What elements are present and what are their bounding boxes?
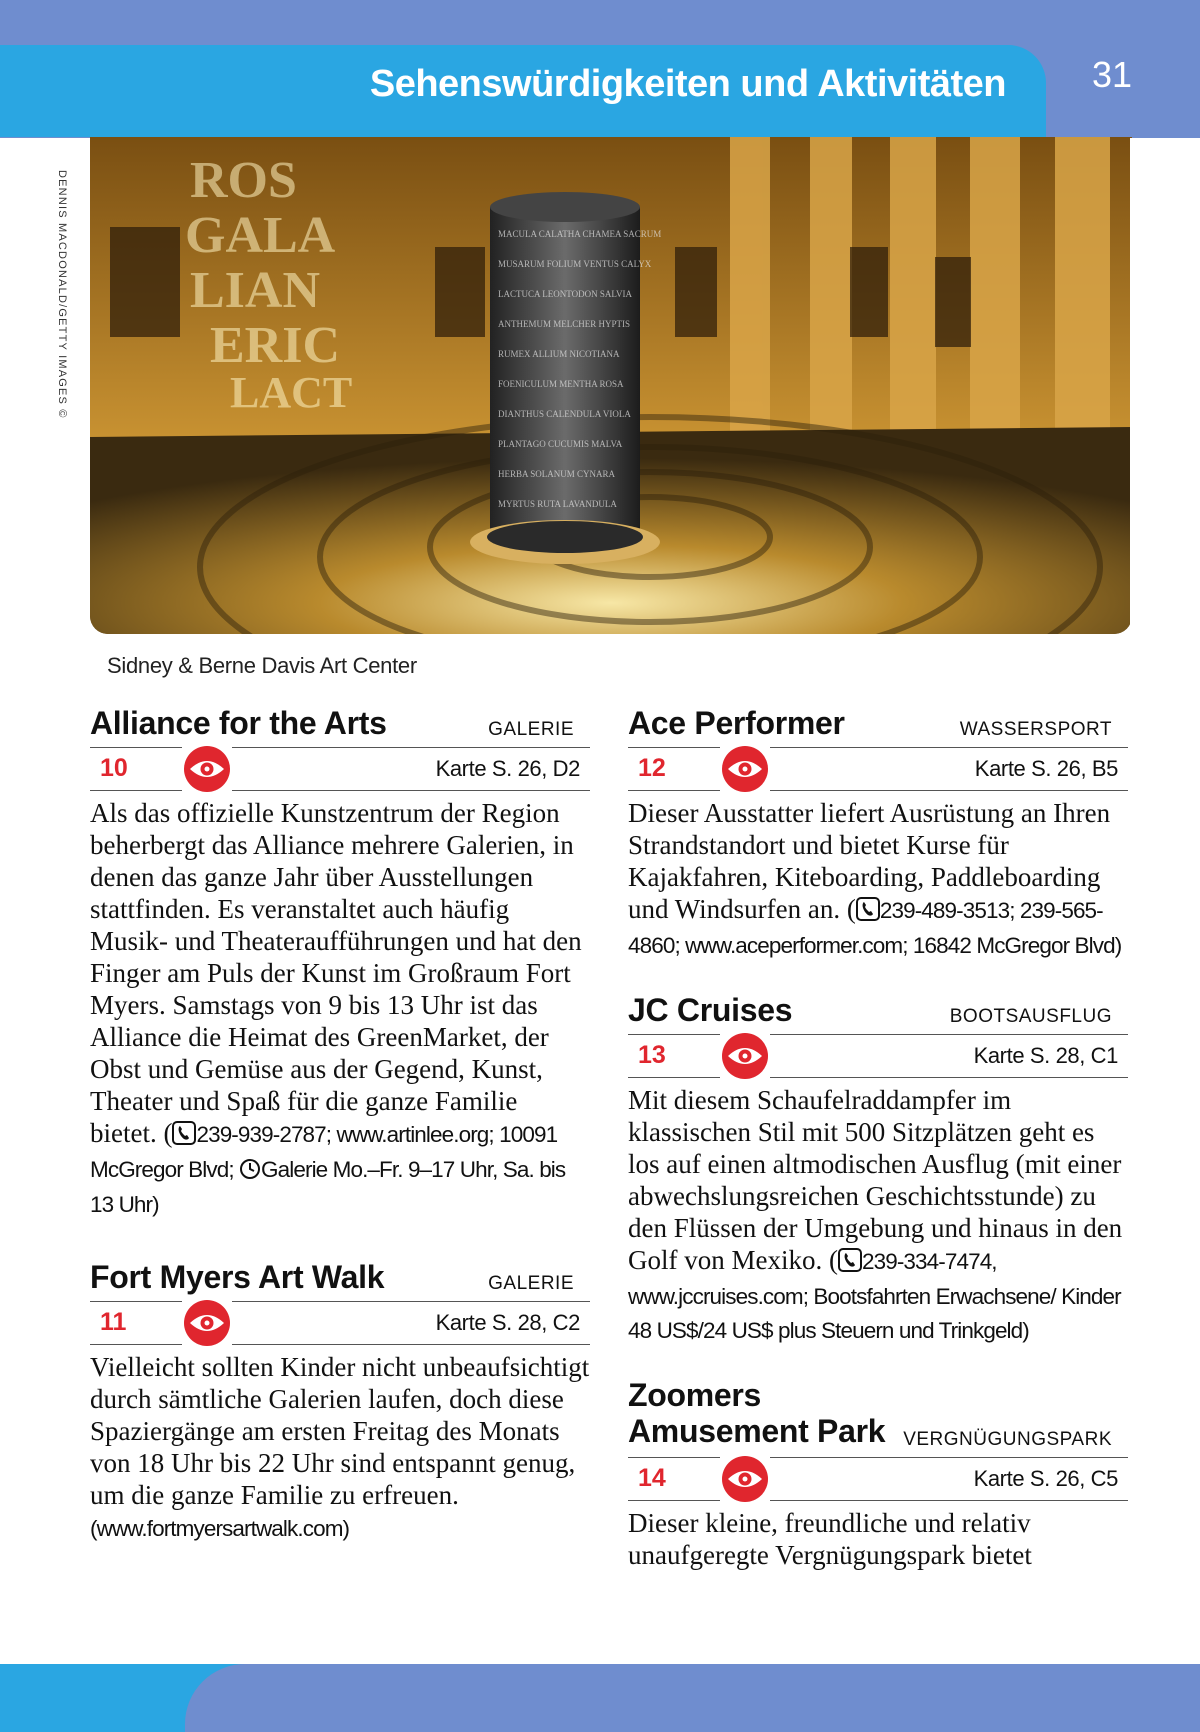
svg-text:PLANTAGO CUCUMIS MALVA: PLANTAGO CUCUMIS MALVA <box>498 439 623 449</box>
map-reference-row <box>628 1034 1128 1078</box>
svg-text:ERIC: ERIC <box>210 317 341 374</box>
map-reference: Karte S. 26, B5 <box>974 756 1118 781</box>
entry-description <box>628 1084 1128 1347</box>
svg-text:DIANTHUS CALENDULA VIOLA: DIANTHUS CALENDULA VIOLA <box>498 409 631 419</box>
left-column <box>90 705 590 1545</box>
contact-info: 239-939-2787; www.artinlee.org; 10091 McGregor Blvd; <box>90 1122 558 1182</box>
entry-header <box>628 1375 1128 1457</box>
map-reference: Karte S. 28, C2 <box>435 1310 580 1335</box>
photo-art-center <box>90 137 1132 634</box>
entry-number: 13 <box>638 1041 666 1069</box>
svg-text:MYRTUS RUTA LAVANDULA: MYRTUS RUTA LAVANDULA <box>498 499 617 509</box>
eye-target-icon <box>720 744 770 794</box>
svg-text:MUSARUM FOLIUM VENTUS CALYX: MUSARUM FOLIUM VENTUS CALYX <box>498 259 652 269</box>
entry-header <box>628 992 1128 1034</box>
section-title: Sehenswürdigkeiten und Aktivitäten <box>369 63 1006 105</box>
entry-header <box>628 705 1128 747</box>
paren: ( <box>846 894 856 924</box>
map-reference: Karte S. 26, D2 <box>435 756 580 781</box>
section-header <box>0 45 1046 137</box>
eye-target-icon <box>182 1298 232 1348</box>
entry-description: Dieser kleine, freundliche und relativ unaufgeregte Vergnügungspark bietet <box>628 1508 1032 1570</box>
eye-target-icon <box>182 744 232 794</box>
entry-zoomers-amusement-park <box>628 1375 1128 1571</box>
description-text: Als das offizielle Kunstzentrum der Region beherbergt das Alliance mehrere Galerien, in denen das ganze Jahr über Ausstellungen stattfinden. Es veranstaltet auch häufig Musik- und Theateraufführungen und hat den Finger am Puls der Kunst im Großraum Fort Myers. Samstags von 9 bis 13 Uhr ist das Alliance die Heimat des GreenMarket, der Obst und Gemüse aus der Gegend, Kunst, Theater und Spaß für die ganze Familie bietet. ( <box>90 798 582 1148</box>
phone-icon <box>172 1120 196 1152</box>
entry-number: 11 <box>100 1308 127 1336</box>
clock-icon <box>239 1155 261 1187</box>
page-number: 31 <box>1092 54 1133 95</box>
entry-number: 14 <box>638 1464 666 1492</box>
contact-info: 239-489-3513; 239-565-4860; www.aceperformer.com; 16842 McGregor Blvd) <box>628 898 1122 958</box>
entry-number: 10 <box>100 754 128 782</box>
map-reference: Karte S. 26, C5 <box>973 1466 1118 1491</box>
entry-description <box>628 797 1128 962</box>
svg-text:ANTHEMUM MELCHER HYPTIS: ANTHEMUM MELCHER HYPTIS <box>498 319 631 329</box>
svg-text:LIAN: LIAN <box>190 262 321 319</box>
phone-icon <box>838 1247 862 1279</box>
svg-text:MACULA CALATHA CHAMEA SACRUM: MACULA CALATHA CHAMEA SACRUM <box>498 229 662 239</box>
footer-wave <box>185 1664 1200 1732</box>
entry-header <box>90 705 590 747</box>
svg-text:RUMEX ALLIUM NICOTIANA: RUMEX ALLIUM NICOTIANA <box>498 349 620 359</box>
entry-category: GALERIE <box>488 719 574 740</box>
description-text: Dieser Ausstatter liefert Ausrüstung an Ihren Strandstandort und bietet Kurse für Kajakfahren, Kiteboarding, Paddleboarding und Windsurfen an. <box>628 798 1111 924</box>
map-reference-row <box>628 1457 1128 1501</box>
svg-text:FOENICULUM MENTHA ROSA: FOENICULUM MENTHA ROSA <box>498 379 624 389</box>
entry-description <box>90 797 590 1221</box>
entry-title: Fort Myers Art Walk <box>90 1259 385 1295</box>
eye-target-icon <box>720 1454 770 1504</box>
map-reference-row <box>628 747 1128 791</box>
svg-text:LACT: LACT <box>230 368 353 417</box>
entry-title <box>628 1377 885 1449</box>
entry-category: GALERIE <box>488 1273 574 1294</box>
title-line-1: Zoomers <box>628 1377 762 1413</box>
map-reference-row <box>90 1301 590 1345</box>
svg-text:ROS: ROS <box>190 152 297 209</box>
description-text: Mit diesem Schaufelraddampfer im klassischen Stil mit 500 Sitzplätzen geht es los auf einen altmodischen Ausflug (mit einer abwechslungsreichen Geschichtsstunde) zu den Flüssen der Umgebung und hinaus in den Golf von Mexiko. ( <box>628 1085 1123 1275</box>
photo-credit: DENNIS MACDONALD/GETTY IMAGES © <box>56 170 68 419</box>
entry-category: WASSERSPORT <box>959 719 1112 740</box>
entry-ace-performer <box>628 705 1128 962</box>
entry-category: VERGNÜGUNGSPARK <box>903 1429 1112 1450</box>
entry-title: JC Cruises <box>628 992 793 1028</box>
entry-description <box>90 1351 590 1545</box>
website-link[interactable]: (www.fortmyersartwalk.com) <box>90 1516 350 1541</box>
right-margin <box>1130 138 1200 1732</box>
entry-title: Alliance for the Arts <box>90 705 387 741</box>
entry-alliance-for-the-arts <box>90 705 590 1221</box>
eye-target-icon <box>720 1031 770 1081</box>
svg-text:GALA: GALA <box>185 207 336 264</box>
right-column <box>628 705 1128 1571</box>
description-text: Vielleicht sollten Kinder nicht unbeaufsichtigt durch sämtliche Galerien laufen, doch diese Spaziergänge am ersten Freitag des Monats von 18 Uhr bis 22 Uhr sind entspannt genug, um die ganze Familie zu erfreuen. <box>90 1352 590 1510</box>
entry-jc-cruises <box>628 992 1128 1347</box>
map-reference-row <box>90 747 590 791</box>
title-line-2: Amusement Park <box>628 1413 886 1449</box>
photo-caption: Sidney & Berne Davis Art Center <box>107 653 417 678</box>
opening-hours: Galerie Mo.–Fr. 9–17 Uhr, Sa. bis 13 Uhr) <box>90 1157 566 1217</box>
phone-icon <box>856 896 880 928</box>
svg-text:LACTUCA LEONTODON SALVIA: LACTUCA LEONTODON SALVIA <box>498 289 633 299</box>
map-reference: Karte S. 28, C1 <box>973 1043 1118 1068</box>
contact-info: 239-334-7474, www.jccruises.com; Bootsfahrten Erwachsene/ Kinder 48 US$/24 US$ plus Steuern und Trinkgeld) <box>628 1249 1121 1343</box>
entry-title: Ace Performer <box>628 705 845 741</box>
entry-category: BOOTSAUSFLUG <box>949 1006 1112 1027</box>
entry-header <box>90 1259 590 1301</box>
entry-number: 12 <box>638 754 666 782</box>
entry-fort-myers-art-walk <box>90 1259 590 1545</box>
svg-text:HERBA SOLANUM CYNARA: HERBA SOLANUM CYNARA <box>498 469 616 479</box>
